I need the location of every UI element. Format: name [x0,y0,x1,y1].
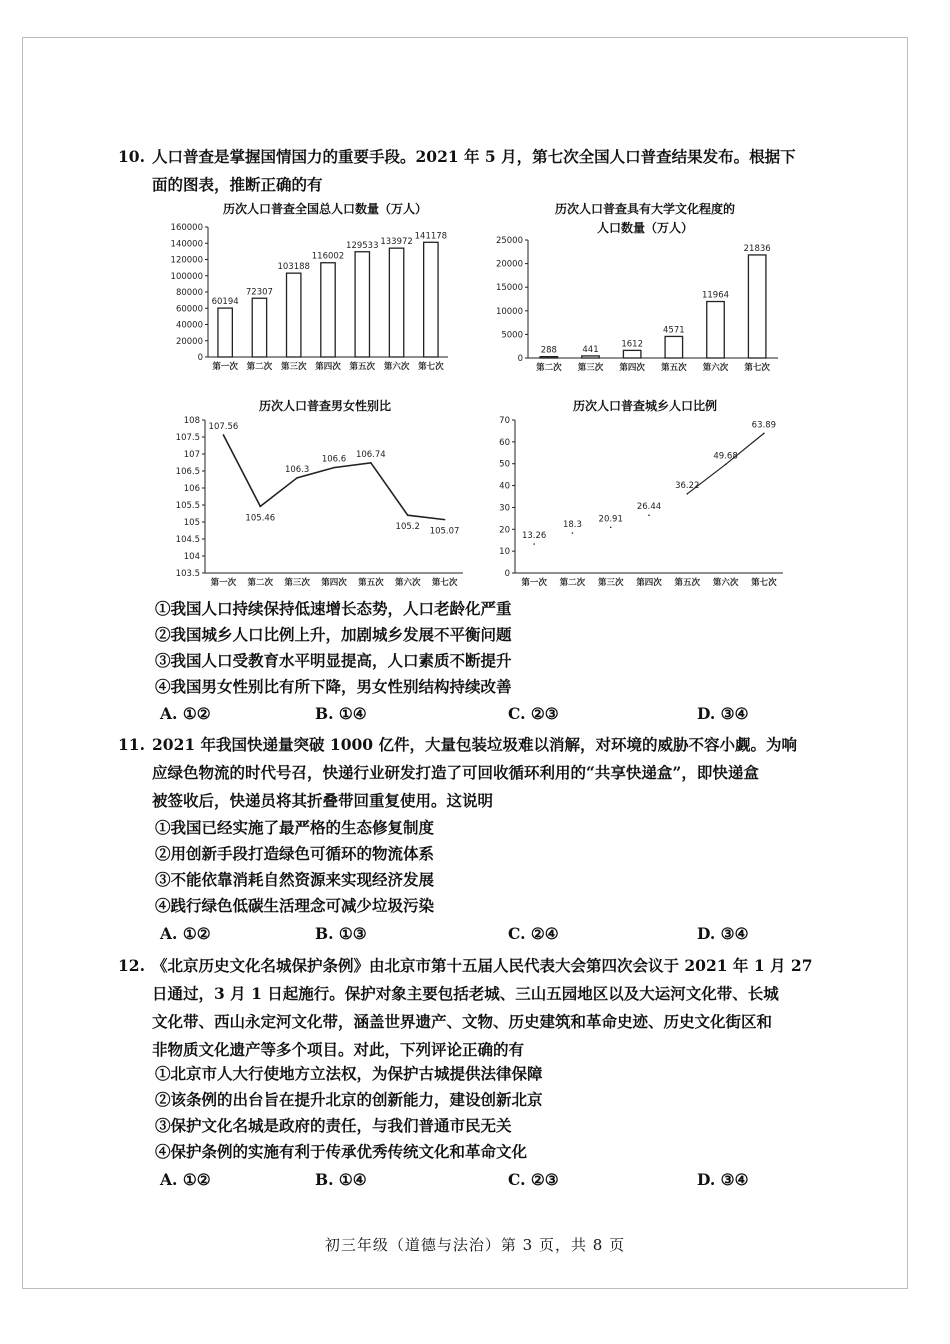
x-tick-label: 第七次 [751,578,777,588]
y-tick-label: 104 [183,552,200,562]
chart-urban-ratio [480,410,800,595]
y-tick-label: 20 [499,525,510,536]
y-tick-label: 40000 [175,320,203,331]
data-label: 63.89 [751,420,777,431]
x-tick-label: 第五次 [358,578,384,588]
bar [252,298,266,357]
x-tick-label: 第五次 [661,363,687,373]
x-tick-label: 第一次 [210,578,237,588]
choice-c[interactable]: C. ②③ [508,704,559,723]
data-point [533,543,535,545]
y-tick-label: 103.5 [175,569,200,579]
y-tick-label: 105.5 [175,501,200,511]
y-tick-label: 15000 [495,283,523,294]
x-tick-label: 第二次 [247,578,274,588]
y-tick-label: 10000 [495,306,523,317]
bar [389,248,403,357]
question-number: 11. [118,735,145,754]
y-tick-label: 80000 [175,288,203,298]
data-label: 106.3 [284,464,310,475]
data-label: 11964 [701,290,730,301]
choice-d[interactable]: D. ③④ [697,1170,749,1189]
x-tick-label: 第一次 [212,362,238,372]
x-tick-label: 第三次 [280,362,307,372]
question-text-line: 被签收后，快递员将其折叠带回重复使用。这说明 [152,791,494,810]
x-tick-label: 第六次 [702,363,729,373]
question-number: 10. [118,147,145,166]
data-point [259,506,261,508]
chart-sex-ratio [160,410,480,595]
statement: ①北京市人大行使地方立法权，为保护古城提供法律保障 [155,1064,543,1083]
bar [540,357,558,358]
x-tick-label: 第七次 [431,578,458,588]
answer-choices [160,704,840,730]
data-label: 72307 [245,287,273,298]
y-tick-label: 20000 [495,259,523,270]
bar [748,255,766,358]
chart-title: 历次人口普查全国总人口数量（万人） [222,202,427,216]
x-tick-label: 第二次 [559,578,586,588]
x-tick-label: 第六次 [383,362,410,372]
question-11-stem [118,731,854,815]
y-tick-label: 60000 [175,304,203,315]
y-tick-label: 100000 [170,271,203,282]
data-label: 60194 [211,297,239,308]
question-text-line: 2021 年我国快递量突破 1000 亿件，大量包装垃圾难以消解，对环境的威胁不容小觑。为响 [152,735,797,754]
statement: ④保护条例的实施有利于传承优秀传统文化和革命文化 [155,1142,528,1161]
y-tick-label: 5000 [501,330,523,341]
data-point [333,467,335,469]
question-text-line: 人口普查是掌握国情国力的重要手段。2021 年 5 月，第七次全国人口普查结果发布。根据下 [152,147,796,166]
choice-d[interactable]: D. ③④ [697,704,749,723]
x-tick-label: 第四次 [315,362,341,372]
data-point [686,493,688,495]
choice-c[interactable]: C. ②④ [508,924,559,943]
data-label: 1612 [621,339,643,350]
choice-b[interactable]: B. ①③ [315,924,367,943]
choice-a[interactable]: A. ①② [160,704,211,723]
choice-b[interactable]: B. ①④ [315,704,367,723]
answer-choices [160,924,840,950]
x-tick-label: 第二次 [536,363,562,373]
question-text-line: 日通过，3 月 1 日起施行。保护对象主要包括老城、三山五园地区以及大运河文化带、长城 [152,984,779,1003]
data-label: 106.74 [355,449,386,460]
data-label: 107.56 [208,421,239,432]
statement-list [155,1061,543,1165]
data-label: 21836 [743,243,771,254]
x-tick-label: 第四次 [321,578,347,588]
data-label: 26.44 [636,502,662,513]
chart-total-population [160,215,480,380]
y-tick-label: 140000 [170,239,203,250]
y-tick-label: 105 [183,518,200,528]
x-tick-label: 第七次 [744,363,770,373]
answer-choices [160,1170,840,1196]
data-label: 105.46 [245,513,276,524]
bar [424,242,438,357]
choice-c[interactable]: C. ②③ [508,1170,559,1189]
question-12-stem [118,952,854,1064]
x-tick-label: 第三次 [597,578,624,588]
x-tick-label: 第六次 [712,578,739,588]
data-point [725,464,727,466]
choice-a[interactable]: A. ①② [160,1170,211,1189]
bar [287,273,301,357]
x-tick-label: 第三次 [577,363,604,373]
y-tick-label: 104.5 [175,535,200,545]
statement: ③不能依靠消耗自然资源来实现经济发展 [155,870,435,889]
chart-title: 历次人口普查城乡人口比例 [572,399,717,413]
data-label: 20.91 [598,514,623,525]
data-label: 116002 [311,251,345,262]
x-tick-label: 第五次 [349,362,376,372]
y-tick-label: 20000 [175,336,203,347]
y-tick-label: 30 [499,503,510,514]
statement-list [155,815,434,919]
statement: ②用创新手段打造绿色可循环的物流体系 [155,844,435,863]
data-point [296,477,298,479]
data-point [444,519,446,521]
x-tick-label: 第四次 [619,363,645,373]
y-tick-label: 50 [499,459,510,470]
choice-a[interactable]: A. ①② [160,924,211,943]
data-label: 13.26 [521,531,547,542]
bar [707,302,725,358]
question-number: 12. [118,956,145,975]
question-text-line: 非物质文化遗产等多个项目。对此，下列评论正确的有 [152,1040,525,1059]
data-label: 4571 [663,325,685,336]
y-tick-label: 106 [183,484,200,494]
data-label: 288 [540,345,557,356]
bar [582,356,600,358]
series-line [223,435,444,520]
y-tick-label: 0 [504,569,510,579]
x-tick-label: 第六次 [394,578,421,588]
data-label: 18.3 [562,520,582,531]
data-point [610,526,612,528]
question-text-line: 《北京历史文化名城保护条例》由北京市第十五届人民代表大会第四次会议于 2021 年 1 月 27 [152,956,813,975]
chart-title: 历次人口普查男女性别比 [258,399,391,413]
statement: ①我国人口持续保持低速增长态势，人口老龄化严重 [155,599,512,618]
y-tick-label: 70 [499,416,510,426]
statement: ③我国人口受教育水平明显提高，人口素质不断提升 [155,651,512,670]
chart-title-line2: 人口数量（万人） [596,221,693,235]
statement: ④我国男女性别比有所下降，男女性别结构持续改善 [155,677,512,696]
data-point [223,434,225,436]
choice-b[interactable]: B. ①④ [315,1170,367,1189]
data-point [763,433,765,435]
statement-list [155,596,512,700]
y-tick-label: 120000 [170,255,203,266]
data-label: 36.22 [675,480,700,491]
bar [665,336,683,358]
data-point [572,532,574,534]
y-tick-label: 106.5 [175,467,200,477]
choice-d[interactable]: D. ③④ [697,924,749,943]
x-tick-label: 第二次 [246,362,273,372]
y-tick-label: 160000 [170,223,203,233]
data-label: 105.2 [395,522,420,533]
data-label: 133972 [380,237,413,248]
data-label: 141178 [414,231,448,242]
data-label: 103188 [277,262,310,273]
bar [623,350,641,358]
x-tick-label: 第三次 [284,578,310,588]
statement: ④践行绿色低碳生活理念可减少垃圾污染 [155,896,435,915]
data-point [407,514,409,516]
y-tick-label: 107 [183,450,200,460]
bar [355,252,369,357]
statement: ①我国已经实施了最严格的生态修复制度 [155,818,435,837]
page-footer: 初三年级（道德与法治）第 3 页，共 8 页 [324,1236,626,1254]
data-label: 106.6 [321,454,347,465]
y-tick-label: 0 [517,354,523,364]
y-tick-label: 25000 [495,236,523,246]
chart-title: 历次人口普查具有大学文化程度的 [554,202,735,216]
y-tick-label: 0 [197,353,203,363]
x-tick-label: 第一次 [521,578,547,588]
x-tick-label: 第四次 [636,578,662,588]
question-10-stem [118,143,854,199]
statement: ②我国城乡人口比例上升，加剧城乡发展不平衡问题 [155,625,512,644]
bar [321,263,335,357]
question-text-line: 面的图表，推断正确的有 [152,175,323,194]
x-tick-label: 第五次 [674,578,701,588]
data-label: 441 [582,344,599,355]
y-tick-label: 60 [499,437,510,448]
x-tick-label: 第七次 [418,362,444,372]
question-text-line: 文化带、西山永定河文化带，涵盖世界遗产、文物、历史建筑和革命史迹、历史文化街区和 [152,1012,773,1031]
statement: ③保护文化名城是政府的责任，与我们普通市民无关 [155,1116,512,1135]
data-label: 129533 [346,240,379,251]
data-point [370,462,372,464]
bar [218,308,232,357]
question-text-line: 应绿色物流的时代号召，快递行业研发打造了可回收循环利用的“共享快递盒”，即快递盒 [152,763,759,782]
statement: ②该条例的出台旨在提升北京的创新能力，建设创新北京 [155,1090,543,1109]
data-label: 49.68 [713,451,738,462]
y-tick-label: 107.5 [175,433,200,443]
data-label: 105.07 [429,526,460,537]
chart-university-population [480,232,800,380]
data-point [648,514,650,516]
y-tick-label: 108 [183,416,200,426]
y-tick-label: 10 [499,547,510,558]
y-tick-label: 40 [499,481,510,492]
